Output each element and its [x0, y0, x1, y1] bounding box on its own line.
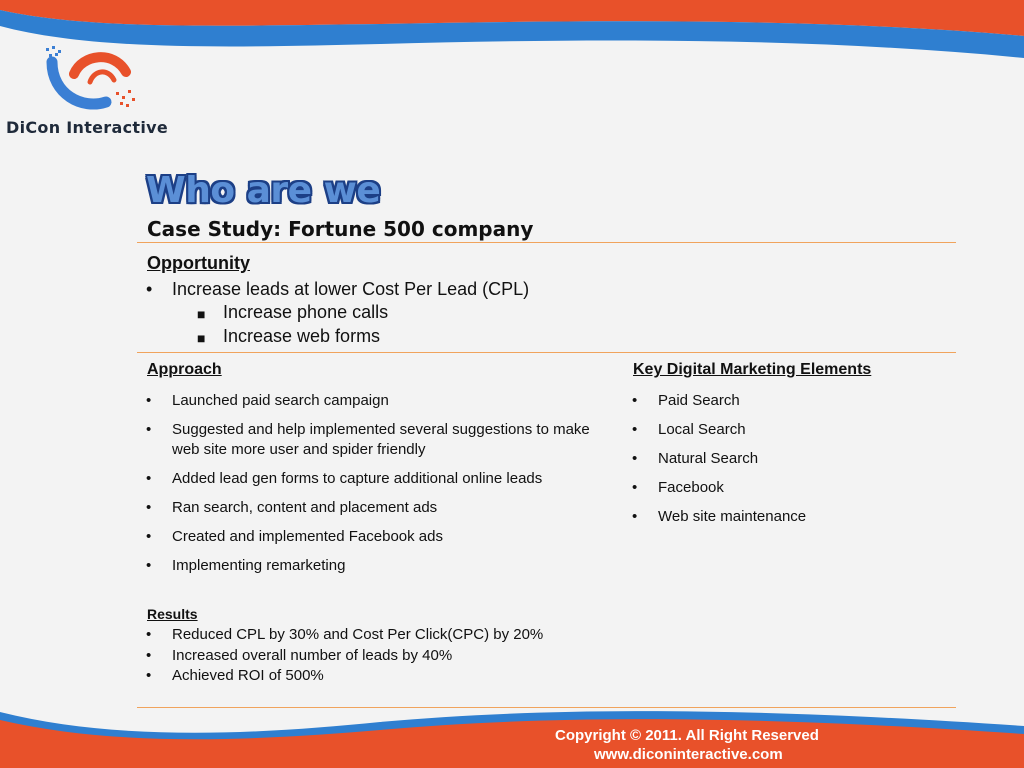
- opportunity-list: [146, 277, 530, 301]
- list-item: ■ Increase phone calls: [223, 300, 388, 324]
- website-link[interactable]: www.diconinteractive.com: [594, 746, 783, 763]
- bullet-icon: •: [146, 626, 152, 643]
- results-list: [146, 625, 544, 687]
- bullet-icon: •: [632, 508, 638, 525]
- list-item: • Achieved ROI of 500%: [172, 666, 543, 687]
- bullet-icon: •: [146, 528, 152, 545]
- logo-wordmark: DiCon Interactive: [6, 118, 168, 137]
- list-item: ■ Increase web forms: [223, 324, 388, 348]
- list-item: • Suggested and help implemented several suggestions to make web site more user and spider friendly: [146, 421, 590, 458]
- logo-swirl-icon: [44, 44, 144, 116]
- approach-heading: Approach: [147, 361, 222, 378]
- bullet-icon: •: [146, 499, 152, 516]
- bullet-icon: •: [146, 392, 152, 409]
- bottom-banner: [0, 704, 1024, 768]
- copyright-text: Copyright © 2011. All Right Reserved: [555, 727, 819, 744]
- bullet-icon: •: [146, 421, 152, 438]
- list-item: • Local Search: [632, 421, 746, 438]
- bullet-icon: •: [632, 421, 638, 438]
- bullet-icon: •: [146, 470, 152, 487]
- results-heading: Results: [147, 606, 198, 622]
- key-elements-heading: Key Digital Marketing Elements: [633, 361, 872, 378]
- divider: [137, 352, 956, 353]
- list-item: • Web site maintenance: [632, 508, 807, 525]
- bullet-icon: •: [632, 392, 638, 409]
- slide-title: Who are we: [146, 170, 381, 211]
- bullet-icon: •: [146, 279, 153, 299]
- list-item: • Implementing remarketing: [146, 557, 346, 574]
- slide-subtitle: Case Study: Fortune 500 company: [147, 217, 534, 241]
- list-item: • Ran search, content and placement ads: [146, 499, 438, 516]
- list-item: • Reduced CPL by 30% and Cost Per Click(CPC) by 20%: [172, 625, 543, 646]
- key-elements-list: [632, 391, 807, 536]
- bullet-icon: •: [146, 557, 152, 574]
- list-item: • Increase leads at lower Cost Per Lead (CPL): [146, 279, 530, 299]
- list-item: • Paid Search: [632, 392, 740, 409]
- square-bullet-icon: ■: [197, 330, 206, 346]
- company-logo: [6, 44, 176, 144]
- bullet-icon: •: [146, 667, 152, 684]
- divider: [137, 242, 956, 243]
- bullet-icon: •: [146, 646, 152, 664]
- bullet-icon: •: [632, 450, 638, 467]
- approach-list: [146, 391, 612, 585]
- list-item: • Increased overall number of leads by 40%: [172, 646, 543, 667]
- bullet-icon: •: [632, 479, 638, 496]
- list-item: • Created and implemented Facebook ads: [146, 528, 443, 545]
- opportunity-sublist: [197, 300, 389, 348]
- square-bullet-icon: ■: [197, 306, 206, 322]
- list-item: • Added lead gen forms to capture additional online leads: [146, 470, 543, 487]
- list-item: • Launched paid search campaign: [146, 392, 389, 409]
- list-item: • Facebook: [632, 479, 724, 496]
- list-item: • Natural Search: [632, 450, 759, 467]
- opportunity-heading: Opportunity: [147, 253, 250, 273]
